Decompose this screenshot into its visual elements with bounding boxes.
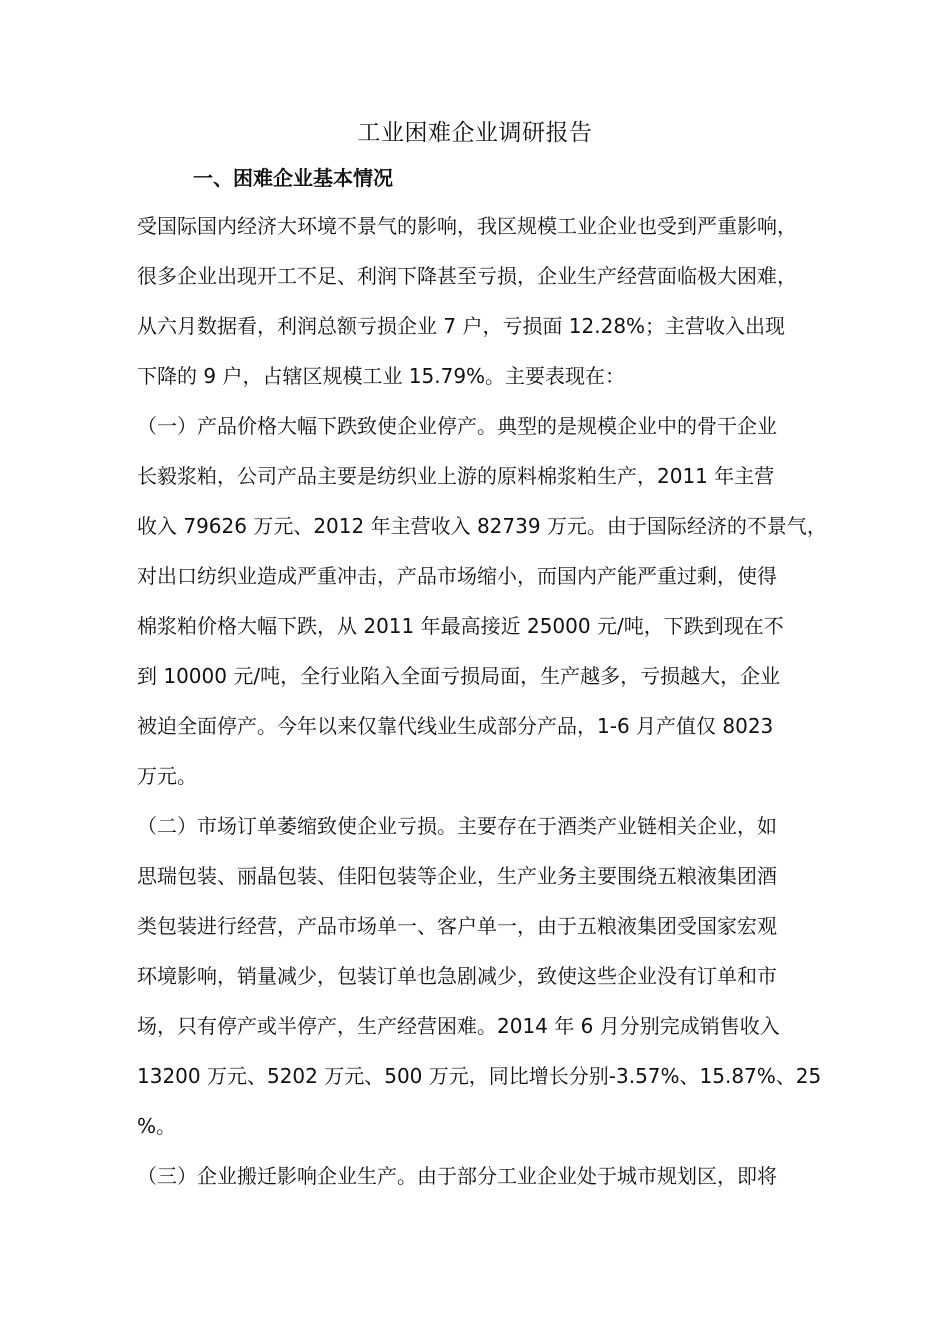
paragraph-line: （一）产品价格大幅下跌致使企业停产。典型的是规模企业中的骨干企业: [137, 414, 777, 438]
paragraph-line: 棉浆粕价格大幅下跌，从 2011 年最高接近 25000 元/吨，下跌到现在不: [137, 614, 784, 638]
paragraph-line: 类包装进行经营，产品市场单一、客户单一，由于五粮液集团受国家宏观: [137, 914, 777, 938]
paragraph-line: 很多企业出现开工不足、利润下降甚至亏损，企业生产经营面临极大困难，: [137, 264, 797, 288]
paragraph-line: 下降的 9 户，占辖区规模工业 15.79%。主要表现在：: [137, 364, 626, 388]
paragraph-line: 被迫全面停产。今年以来仅靠代线业生成部分产品，1-6 月产值仅 8023: [137, 714, 774, 738]
paragraph-line: 长毅浆粕，公司产品主要是纺织业上游的原料棉浆粕生产，2011 年主营: [137, 464, 775, 488]
paragraph-line: 受国际国内经济大环境不景气的影响，我区规模工业企业也受到严重影响，: [137, 214, 797, 238]
paragraph-line: 对出口纺织业造成严重冲击，产品市场缩小，而国内产能严重过剩，使得: [137, 564, 777, 588]
paragraph-line: 13200 万元、5202 万元、500 万元，同比增长分别-3.57%、15.87%、25: [137, 1064, 822, 1088]
paragraph-line: （三）企业搬迁影响企业生产。由于部分工业企业处于城市规划区，即将: [137, 1164, 777, 1188]
paragraph-line: 思瑞包装、丽晶包装、佳阳包装等企业，生产业务主要围绕五粮液集团酒: [137, 864, 777, 888]
paragraph-line: 从六月数据看，利润总额亏损企业 7 户，亏损面 12.28%；主营收入出现: [137, 314, 786, 338]
paragraph-line: 收入 79626 万元、2012 年主营收入 82739 万元。由于国际经济的不景气，: [137, 514, 827, 538]
paragraph-line: 到 10000 元/吨，全行业陷入全面亏损局面，生产越多，亏损越大，企业: [137, 664, 781, 688]
section-heading: 一、困难企业基本情况: [193, 166, 393, 190]
paragraph-line: 万元。: [137, 764, 197, 788]
paragraph-line: %。: [137, 1114, 177, 1138]
document-title: 工业困难企业调研报告: [357, 120, 593, 146]
paragraph-line: 场，只有停产或半停产，生产经营困难。2014 年 6 月分别完成销售收入: [137, 1014, 780, 1038]
paragraph-line: 环境影响，销量减少，包装订单也急剧减少，致使这些企业没有订单和市: [137, 964, 777, 988]
paragraph-line: （二）市场订单萎缩致使企业亏损。主要存在于酒类产业链相关企业，如: [137, 814, 777, 838]
